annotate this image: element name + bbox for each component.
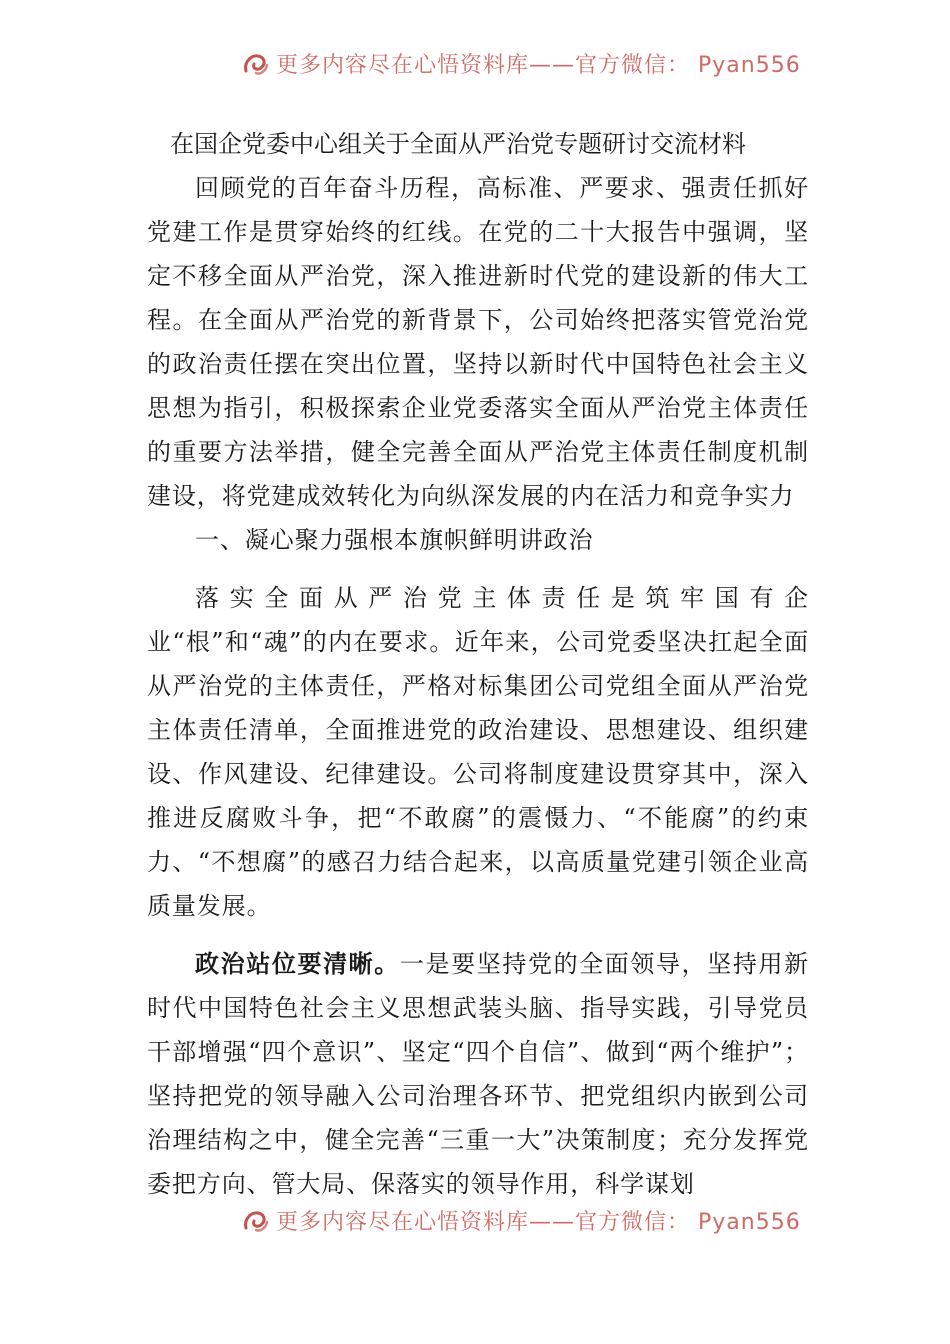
point-1-lead: 政治站位要清晰。: [195, 949, 400, 978]
watermark-footer: [0, 1205, 950, 1239]
intro-paragraph: 回顾党的百年奋斗历程，高标准、严要求、强责任抓好党建工作是贯穿始终的红线。在党的二十大报告中强调，坚定不移全面从严治党，深入推进新时代党的建设新的伟大工程。在全面从严治党的新背景下，公司始终把落实管党治党的政治责任摆在突出位置，坚持以新时代中国特色社会主义思想为指引，积极探索企业党委落实全面从严治党主体责任的重要方法举措，健全完善全面从严治党主体责任制度机制建设，将党建成效转化为向纵深发展的内在活力和竞争实力: [147, 174, 809, 510]
watermark-text: 更多内容尽在心悟资料库——官方微信： Pyan556: [276, 1210, 801, 1235]
section-1-heading: 一、凝心聚力强根本旗帜鲜明讲政治: [195, 526, 594, 554]
point-1-text: 一是要坚持党的全面领导，坚持用新时代中国特色社会主义思想武装头脑、指导实践，引导党员干部增强“四个意识”、坚定“四个自信”、做到“两个维护”；坚持把党的领导融入公司治理各环节、把党组织内嵌到公司治理结构之中，健全完善“三重一大”决策制度；充分发挥党委把方向、管大局、保落实的领导作用，科学谋划: [147, 950, 809, 1198]
document-body: [147, 122, 809, 1206]
watermark-header: [0, 48, 950, 82]
document-title: 在国企党委中心组关于全面从严治党专题研讨交流材料: [170, 130, 746, 158]
section-1-paragraph: 落实全面从严治党主体责任是筑牢国有企业“根”和“魂”的内在要求。近年来，公司党委坚决扛起全面从严治党的主体责任，严格对标集团公司党组全面从严治党主体责任清单，全面推进党的政治建设、思想建设、组织建设、作风建设、纪律建设。公司将制度建设贯穿其中，深入推进反腐败斗争，把“不敢腐”的震慑力、“不能腐”的约束力、“不想腐”的感召力结合起来，以高质量党建引领企业高质量发展。: [147, 584, 809, 920]
watermark-text: 更多内容尽在心悟资料库——官方微信： Pyan556: [276, 53, 801, 78]
point-1-paragraph: [147, 942, 809, 1206]
watermark-logo-icon: [240, 1206, 270, 1236]
watermark-logo-icon: [240, 49, 270, 79]
